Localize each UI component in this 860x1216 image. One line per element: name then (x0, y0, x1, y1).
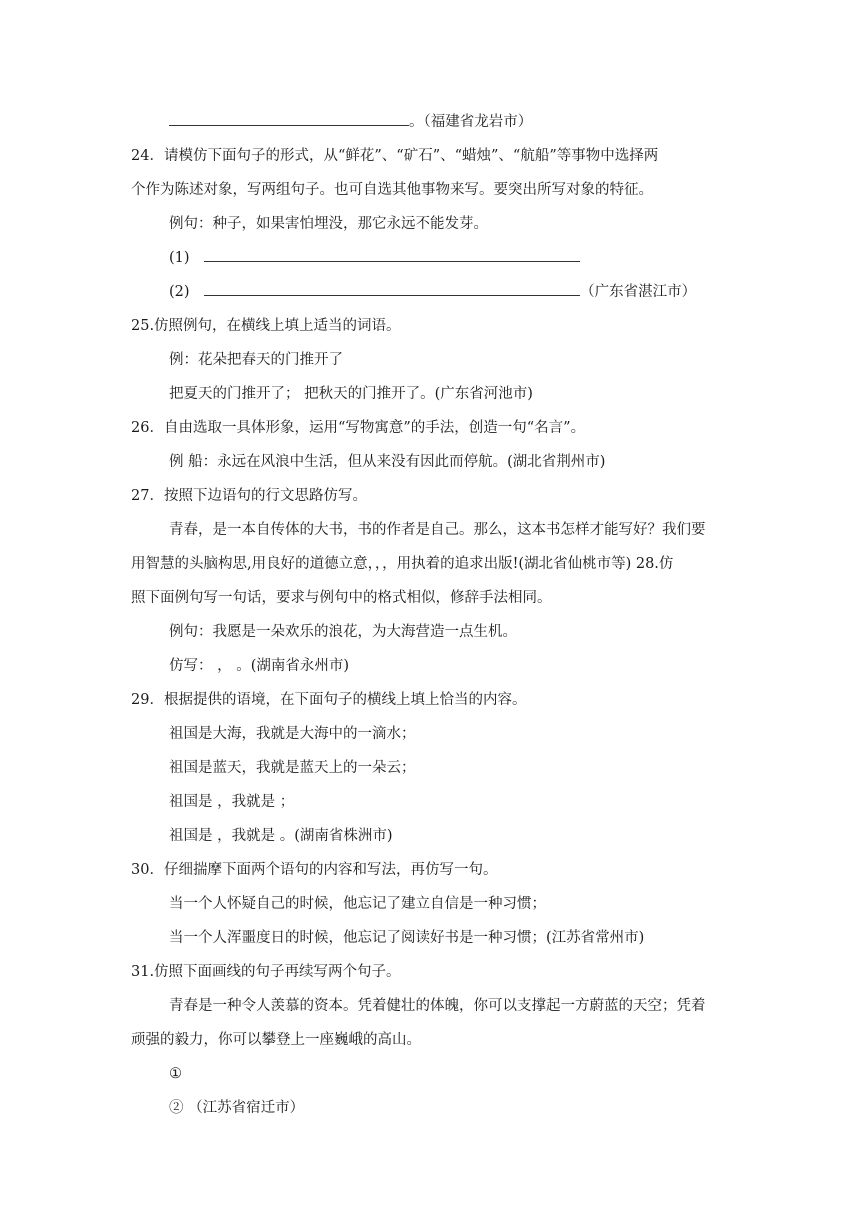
question-27: 27．按照下边语句的行文思路仿写。 (131, 488, 367, 504)
context-line: 祖国是大海，我就是大海中的一滴水； (169, 726, 416, 742)
example-sentence: 例句：种子，如果害怕埋没，那它永远不能发芽。 (169, 216, 488, 232)
question-24-line-2: 个作为陈述对象，写两组句子。也可自选其他事物来写。要突出所写对象的特征。 (131, 182, 653, 198)
answer-marker: ② （江苏省宿迁市） (169, 1100, 305, 1116)
blank-underline (169, 113, 409, 126)
context-line: 祖国是蓝天，我就是蓝天上的一朵云； (169, 760, 416, 776)
blank-underline (204, 249, 580, 262)
question-29: 29．根据提供的语境，在下面句子的横线上填上恰当的内容。 (131, 692, 527, 708)
question-30: 30．仔细揣摩下面两个语句的内容和写法，再仿写一句。 (131, 862, 498, 878)
answer-number: (1) (169, 250, 190, 266)
answer-number: (2) (169, 284, 190, 300)
question-28: 照下面例句写一句话，要求与例句中的格式相似，修辞手法相同。 (131, 590, 552, 606)
paragraph-line: 青春，是一本自传体的大书，书的作者是自己。那么，这本书怎样才能写好？我们要 (169, 522, 706, 538)
source-note: 。（福建省龙岩市） (409, 114, 533, 130)
answer-marker: ① (169, 1066, 182, 1082)
answer-line-23 (169, 112, 532, 132)
example-sentence: 例：花朵把春天的门推开了 (169, 352, 343, 368)
context-line: 当一个人怀疑自己的时候，他忘记了建立自信是一种习惯； (169, 896, 546, 912)
paragraph-line: 顽强的毅力，你可以攀登上一座巍峨的高山。 (131, 1032, 421, 1048)
question-31: 31.仿照下面画线的句子再续写两个句子。 (131, 964, 401, 980)
example-sentence: 例句：我愿是一朵欢乐的浪花，为大海营造一点生机。 (169, 624, 517, 640)
question-26: 26．自由选取一具体形象，运用“写物寓意”的手法，创造一句“名言”。 (131, 420, 586, 436)
paragraph-line: 用智慧的头脑构思,用良好的道德立意，，，用执着的追求出版!(湖北省仙桃市等) 28.仿 (131, 556, 674, 572)
answer-line-1 (169, 248, 580, 268)
blank-line: 祖国是 ，我就是 ； (169, 794, 295, 810)
example-sentence: 例 船：永远在风浪中生活，但从来没有因此而停航。(湖北省荆州市) (169, 454, 606, 470)
imitation-answer: 仿写： ， 。(湖南省永州市) (169, 658, 350, 674)
answer-sentence: 把夏天的门推开了； 把秋天的门推开了。(广东省河池市) (169, 386, 533, 402)
source-note: （广东省湛江市） (580, 284, 697, 300)
answer-line-2 (169, 282, 696, 302)
blank-line: 祖国是 ，我就是 。(湖南省株洲市) (169, 828, 393, 844)
paragraph-line: 青春是一种令人羡慕的资本。凭着健壮的体魄，你可以支撑起一方蔚蓝的天空；凭着 (169, 998, 706, 1014)
context-line: 当一个人浑噩度日的时候，他忘记了阅读好书是一种习惯；(江苏省常州市) (169, 930, 645, 946)
question-25: 25.仿照例句，在横线上填上适当的词语。 (131, 318, 401, 334)
question-24-line-1: 24．请模仿下面句子的形式，从“鲜花”、“矿石”、“蜡烛”、“航船”等事物中选择两 (131, 148, 659, 164)
blank-underline (204, 283, 580, 296)
